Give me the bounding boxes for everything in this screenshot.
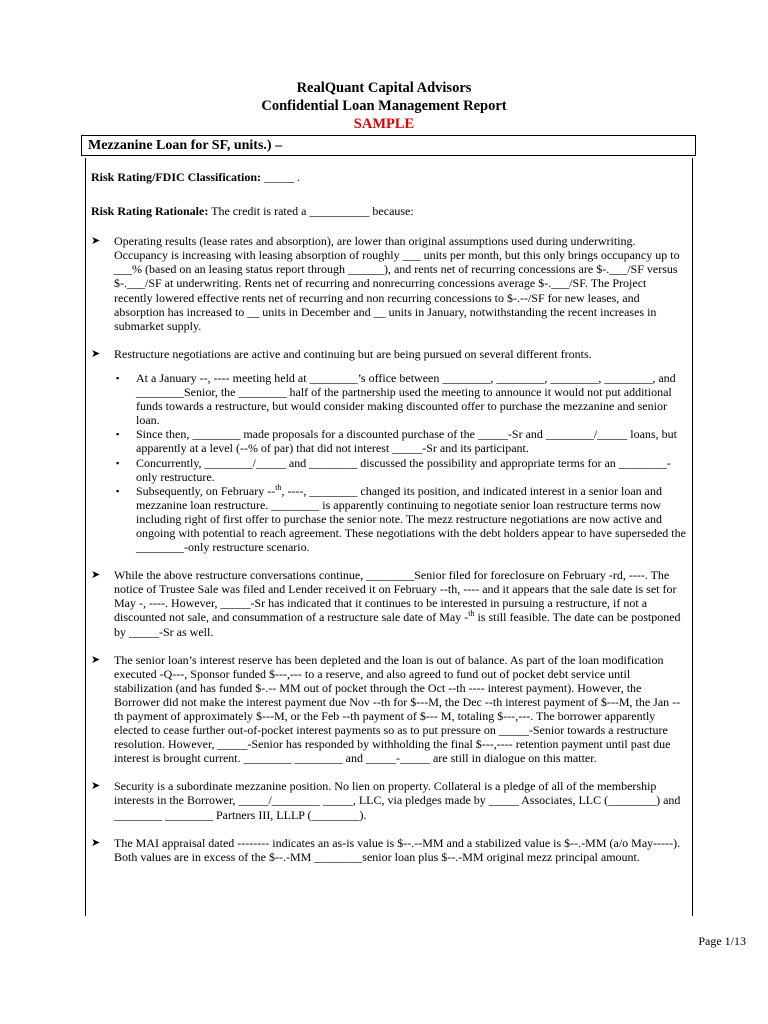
bullet-restructure — [91, 347, 687, 361]
section-title: Mezzanine Loan for SF, units.) – — [81, 135, 696, 156]
arrow-bullet-icon: ➤ — [91, 347, 101, 360]
list-item: ▪ At a January --, ---- meeting held at ________’s office between ________, ________, ________, ________, and ________Senior, the ________ half of the partnership used the meeting to announce it would not put additional funds towards a restructure, but would consider making discounted offer to purchase the mezzanine and senior loan. — [116, 370, 676, 428]
list-item: ▪ Concurrently, ________/_____ and ________ discussed the possibility and appropriate terms for an ________-only restructure. — [116, 455, 671, 484]
risk-rating-value: _____ . — [261, 170, 301, 184]
square-bullet-icon: ▪ — [116, 429, 120, 440]
page-number: Page 1/13 — [698, 934, 746, 948]
risk-rationale-text: The credit is rated a __________ because: — [208, 204, 414, 219]
bullet-operating-results — [91, 234, 687, 333]
company-name: RealQuant Capital Advisors — [296, 80, 472, 96]
risk-rating-line — [91, 170, 687, 184]
report-header — [0, 79, 768, 133]
list-item: ▪ Subsequently, on February --$^{th}$, ----, ________ changed its position, and indicated interest in a senior loan and mezzanine loan restructure. ________ is apparently continuing to negotiate senior loan restructure terms now including right of first offer to purchase the senior note. The mezz restructure negotiations are now active and ongoing with potential to reach agreement. These negotiations with the debt holders appear to have superseded the ________-only restructure scenario. — [116, 482, 686, 555]
bullet-interest-reserve — [91, 653, 687, 766]
arrow-bullet-icon: ➤ — [91, 569, 101, 582]
bullet-security — [91, 779, 687, 821]
bullet-text: The MAI appraisal dated -------- indicates an as-is value is $--.--MM and a stabilized value is $--.-MM (a/o May-----). Both values are in excess of the $--.-MM ________senior loan plus $--.-MM original mezz principal amount. — [114, 835, 681, 864]
square-bullet-icon: ▪ — [116, 457, 120, 468]
arrow-bullet-icon: ➤ — [91, 836, 101, 849]
bullet-text: Operating results (lease rates and absorption), are lower than original assumptions used during underwriting. Occupancy is increasing with leasing absorption of roughly ___ units per month, but this only brings occupancy up to ___% (based on an leasing status report through ______), and rents net of recurring concessions are $-.___/SF versus $-.___/SF at underwriting. Rents net of recurring and nonrecurring concessions average $-.___/SF. The Project recently lowered effective rents net of recurring and non recurring concessions to $-.--/SF for new leases, and absorption has increased to __ units in December and __ units in January, notwithstanding the recent increases in submarket supply. — [114, 234, 680, 333]
square-bullet-icon: ▪ — [116, 372, 120, 383]
risk-rationale-label: Risk Rating Rationale: — [91, 204, 209, 219]
arrow-bullet-icon: ➤ — [91, 235, 101, 248]
report-body — [91, 170, 687, 878]
bullet-text: Security is a subordinate mezzanine position. No lien on property. Collateral is a pledge of all of the membership interests in the Borrower, _____/________ _____, LLC, via pledges made by _____ Associates, LLC (________) and ________ ________ Partners III, LLLP (________). — [114, 779, 681, 822]
arrow-bullet-icon: ➤ — [91, 780, 101, 793]
arrow-bullet-icon: ➤ — [91, 653, 101, 666]
bullet-text: The senior loan’s interest reserve has been depleted and the loan is out of balance. As part of the loan modification executed -Q---, Sponsor funded $---,--- to a reserve, and also agreed to fund out of pocket debt service until stabilization (and has funded $-.-- MM out of pocket through the Oct --th ---- interest payment). However, the Borrower did not make the interest payment due Nov --th for $---M, the Dec --th interest payment of $---M, the Jan --th payment of approximately $---M, or the Feb --th payment of $--- M, totaling $---,---. The borrower apparently elected to cease further out-of-pocket interest payments so as to put pressure on _____-Senior towards a restructure resolution. However, _____-Senior has responded by withholding the final $---,---- retention payment until past due interest is brought current. ________ ________ and _____-_____ are still in dialogue on this matter. — [114, 652, 681, 766]
risk-rating-label: Risk Rating/FDIC Classification: — [91, 170, 262, 184]
bullet-appraisal — [91, 836, 687, 864]
bullet-text: Restructure negotiations are active and continuing but are being pursued on several different fronts. — [114, 346, 592, 361]
square-bullet-icon: ▪ — [116, 485, 120, 496]
list-item: ▪ Since then, ________ made proposals for a discounted purchase of the _____-Sr and ________/_____ loans, but apparently at a level (--% of par) that did not interest _____-Sr and its participant. — [116, 427, 677, 456]
bullet-foreclosure — [91, 568, 687, 638]
risk-rationale-line — [91, 204, 687, 218]
bullet-text: While the above restructure conversations continue, ________Senior filed for foreclosure on February -rd, ----. The notice of Trustee Sale was filed and Lender received it on February --th, ---- and it appears that the sale date is set for May -, ----. However, _____-Sr has indicated that it continues to be interested in pursuing a restructure, if not a discounted not sale, and consummation of a restructure sale date of May -$^{th}$ is still feasible. The date can be postponed by _____-Sr as well. — [114, 568, 681, 639]
sample-label: SAMPLE — [353, 116, 415, 132]
report-title: Confidential Loan Management Report — [261, 98, 507, 114]
restructure-sub-list — [91, 371, 687, 554]
